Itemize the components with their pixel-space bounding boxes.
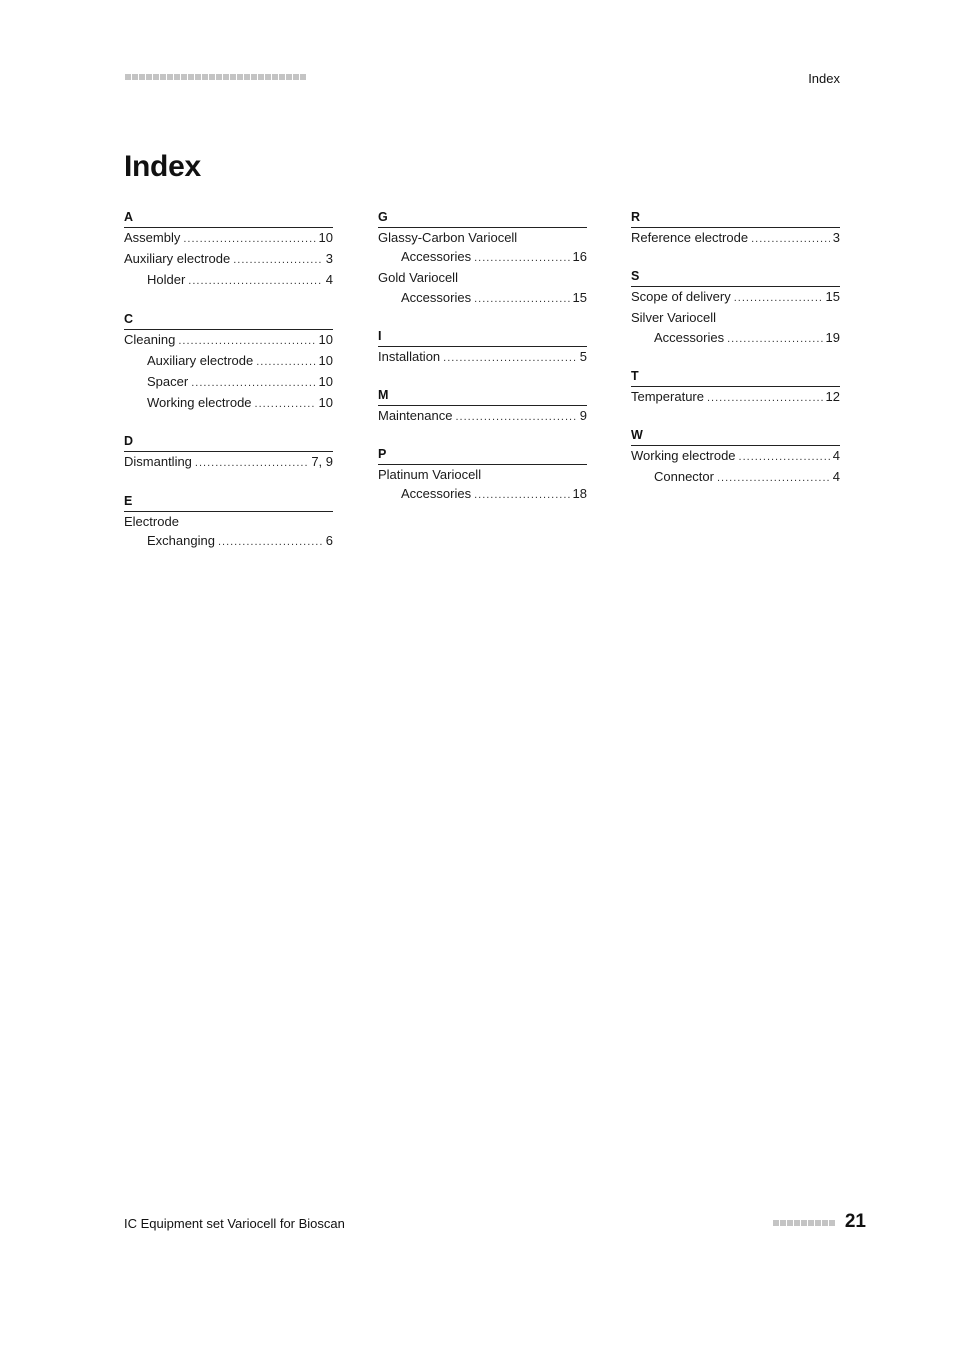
decoration-square [801,1220,807,1226]
dot-leader [474,290,569,309]
decoration-square [125,74,131,80]
decoration-square [787,1220,793,1226]
index-page-ref[interactable]: 19 [825,329,840,345]
index-entry [124,249,333,270]
index-page-ref[interactable]: 3 [325,251,333,267]
dot-leader [707,389,823,408]
decoration-square [202,74,208,80]
decoration-square [293,74,299,80]
index-subentry [631,467,840,488]
footer-decoration [773,1220,835,1226]
index-letter-heading: E [124,492,333,512]
index-term: Electrode [124,513,179,529]
index-letter-heading: S [631,267,840,287]
index-term: Exchanging [147,532,215,548]
decoration-square [272,74,278,80]
decoration-square [146,74,152,80]
decoration-square [188,74,194,80]
decoration-square [279,74,285,80]
index-term: Glassy-Carbon Variocell [378,230,518,245]
index-page-ref[interactable]: 12 [825,388,840,404]
index-entry [631,287,840,308]
decoration-square [829,1220,835,1226]
decoration-square [808,1220,814,1226]
dot-leader [188,272,322,291]
index-page-ref[interactable]: 4 [832,469,840,485]
index-page-ref[interactable]: 9 [579,408,587,424]
index-group [124,310,333,415]
decoration-square [174,74,180,80]
index-group [124,492,333,552]
decoration-square [181,74,187,80]
dot-leader [734,289,823,308]
decoration-square [167,74,173,80]
page-number: 21 [844,1211,866,1232]
index-term: Scope of delivery [631,289,731,305]
index-term: Assembly [124,230,181,245]
index-letter-heading: M [378,386,587,406]
index-group [378,327,587,368]
index-subentry [378,484,587,505]
index-letter-heading: P [378,445,587,465]
index-subentry [124,351,333,372]
decoration-square [237,74,243,80]
index-page-ref[interactable]: 16 [572,249,587,265]
dot-leader [183,230,315,249]
decoration-square [794,1220,800,1226]
index-column-3 [631,208,840,506]
decoration-square [160,74,166,80]
index-page-ref[interactable]: 15 [572,289,587,305]
index-entry [378,347,587,368]
decoration-square [251,74,257,80]
index-entry [124,452,333,473]
dot-leader [739,448,830,467]
index-term: Auxiliary electrode [147,352,254,368]
index-term: Gold Variocell [378,270,458,286]
dot-leader [178,332,315,351]
index-group [124,208,333,292]
decoration-square [780,1220,786,1226]
index-term: Working electrode [631,448,736,464]
decoration-square [216,74,222,80]
index-page-ref[interactable]: 18 [572,486,587,502]
index-term: Accessories [401,486,472,502]
index-group [124,432,333,473]
decoration-square [209,74,215,80]
decoration-square [223,74,229,80]
index-group [631,208,840,249]
index-column-2 [378,208,587,524]
index-entry [124,228,333,249]
index-page-ref[interactable]: 10 [318,230,333,245]
index-subentry [124,531,333,552]
index-term: Holder [147,272,186,288]
index-term: Temperature [631,388,704,404]
index-entry [378,228,587,247]
index-group [631,367,840,408]
index-letter-heading: T [631,367,840,387]
dot-leader [218,533,323,552]
index-letter-heading: R [631,208,840,228]
index-page-ref[interactable]: 7, 9 [311,454,333,470]
index-entry [124,330,333,351]
decoration-square [132,74,138,80]
index-group [631,426,840,488]
header-decoration [125,74,306,80]
running-header: Index [808,71,840,86]
index-entry [124,512,333,531]
decoration-square [139,74,145,80]
page-title: Index [124,150,201,183]
index-page-ref[interactable]: 4 [832,448,840,464]
index-page-ref[interactable]: 10 [318,352,333,368]
decoration-square [286,74,292,80]
index-page-ref[interactable]: 10 [318,331,333,347]
index-term: Connector [654,469,714,485]
index-page-ref[interactable]: 5 [579,348,587,364]
index-page-ref[interactable]: 10 [318,395,333,411]
index-subentry [378,288,587,309]
index-term: Maintenance [378,408,453,424]
decoration-square [258,74,264,80]
decoration-square [195,74,201,80]
dot-leader [195,454,308,473]
index-page-ref[interactable]: 10 [318,374,333,390]
footer-document-title: IC Equipment set Variocell for Bioscan [124,1216,345,1231]
dot-leader [751,230,830,249]
index-subentry [124,270,333,291]
index-term: Spacer [147,374,189,390]
index-group [631,267,840,349]
dot-leader [474,486,569,505]
index-column-1 [124,208,333,570]
index-term: Auxiliary electrode [124,251,231,267]
index-term: Accessories [401,249,472,265]
dot-leader [233,251,323,270]
dot-leader [474,249,569,268]
index-page-ref[interactable]: 4 [325,272,333,288]
index-term: Dismantling [124,454,192,470]
index-entry [378,406,587,427]
index-entry [631,308,840,327]
index-letter-heading: G [378,208,587,228]
index-entry [378,268,587,287]
index-term: Installation [378,348,441,364]
index-term: Silver Variocell [631,310,717,326]
dot-leader [255,395,316,414]
index-entry [631,387,840,408]
decoration-square [244,74,250,80]
decoration-square [265,74,271,80]
dot-leader [727,330,822,349]
index-group [378,445,587,505]
index-page-ref[interactable]: 6 [325,532,333,548]
index-term: Accessories [401,289,472,305]
index-page-ref[interactable]: 15 [825,289,840,305]
dot-leader [717,469,830,488]
index-subentry [378,247,587,268]
decoration-square [300,74,306,80]
decoration-square [230,74,236,80]
decoration-square [815,1220,821,1226]
index-subentry [124,372,333,393]
index-term: Working electrode [147,395,252,411]
dot-leader [256,353,315,372]
index-entry [631,446,840,467]
decoration-square [773,1220,779,1226]
dot-leader [191,374,315,393]
index-entry [631,228,840,249]
index-letter-heading: I [378,327,587,347]
decoration-square [153,74,159,80]
index-letter-heading: C [124,310,333,330]
index-letter-heading: D [124,432,333,452]
index-group [378,208,587,309]
dot-leader [443,349,577,368]
index-term: Cleaning [124,331,176,347]
index-page-ref[interactable]: 3 [832,230,840,245]
dot-leader [455,408,576,427]
index-term: Accessories [654,329,725,345]
index-letter-heading: A [124,208,333,228]
index-subentry [631,328,840,349]
index-term: Platinum Variocell [378,467,482,483]
index-subentry [124,393,333,414]
index-letter-heading: W [631,426,840,446]
index-entry [378,465,587,484]
index-group [378,386,587,427]
decoration-square [822,1220,828,1226]
index-term: Reference electrode [631,230,749,245]
